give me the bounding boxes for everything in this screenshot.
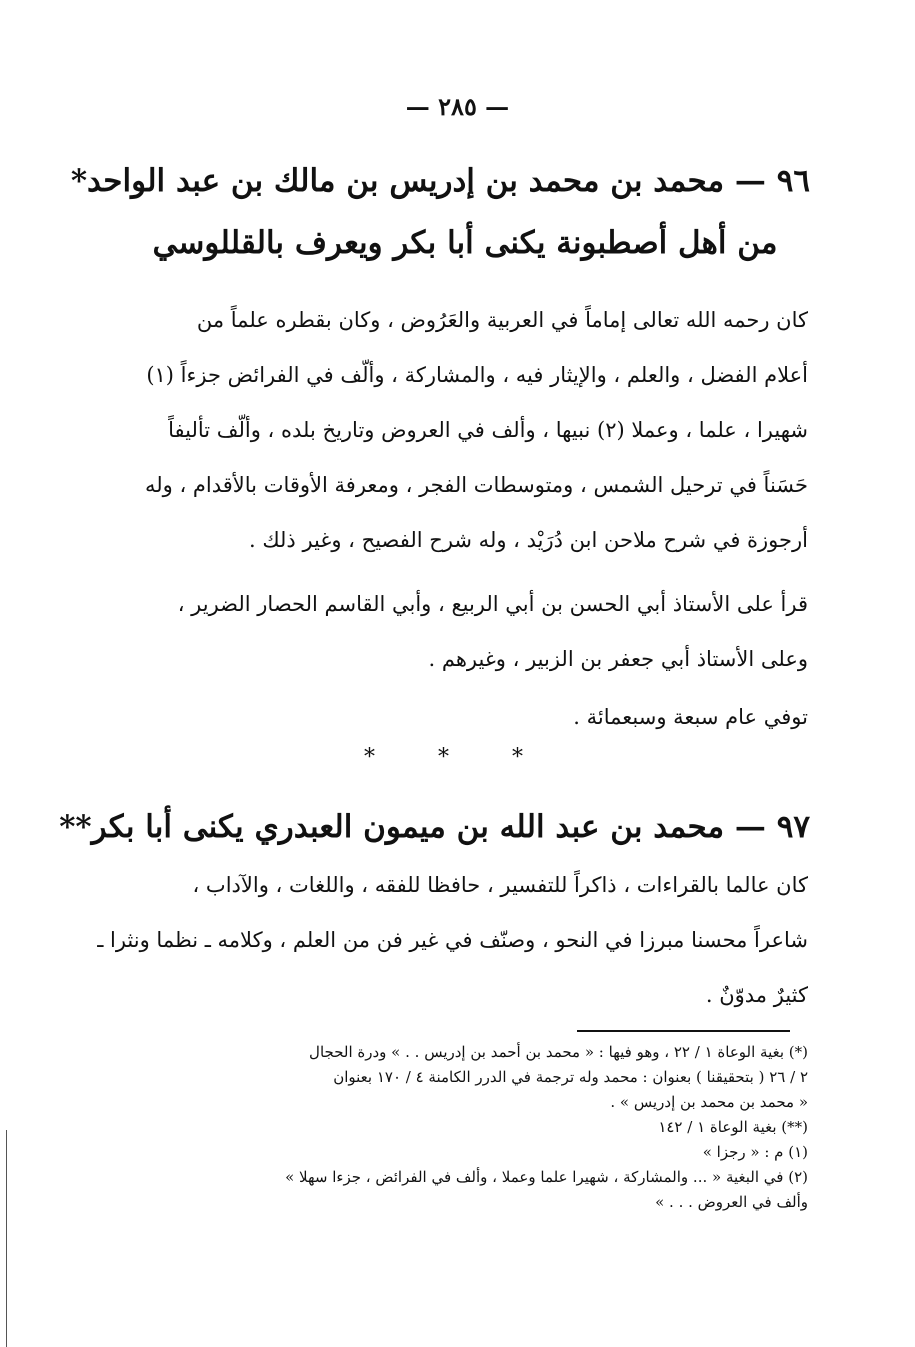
text-line: حَسَناً في ترحيل الشمس ، ومتوسطات الفجر ، ومعرفة الأوقات بالأقدام ، وله [144,473,808,497]
text-line: أعلام الفضل ، والعلم ، والإيثار فيه ، والمشاركة ، وألّف في الفرائض جزءاً (١) [146,363,808,387]
text-line: شهيرا ، علما ، وعملا (٢) نبيها ، وألف في العروض وتاريخ بلده ، وألّف تأليفاً [168,418,808,442]
footnote-line: (١) م : « رجزا » [702,1143,808,1161]
footnote-line: (٢) في البغية « ... والمشاركة ، شهيرا علما وعملا ، وألف في الفرائض ، جزءا سهلا » [285,1168,808,1186]
text-line: وعلى الأستاذ أبي جعفر بن الزبير ، وغيرهم . [428,647,808,671]
entry-96-heading-line2: من أهل أصطبونة يكنى أبا بكر ويعرف بالقللوسي [152,225,778,261]
entry-97-paragraph [97,858,808,1023]
footnotes [122,1040,808,1215]
entry-96-paragraph-3 [122,690,808,745]
footnote-divider [577,1030,790,1032]
footnote-line: وألف في العروض . . . » [655,1193,808,1211]
entry-97-heading [59,796,810,858]
text-line: شاعراً محسنا مبرزا في النحو ، وصنّف في غير فن من العلم ، وكلامه ـ نظما ونثرا ـ [97,928,808,952]
entry-96-heading [70,150,810,274]
entry-96-heading-line1: ٩٦ — محمد بن محمد بن إدريس بن مالك بن عبد الواحد* [70,163,810,199]
text-line: توفي عام سبعة وسبعمائة . [573,705,808,729]
entry-96-paragraph-1 [122,293,808,568]
footnote-line: « محمد بن محمد بن إدريس » . [610,1093,808,1111]
text-line: كان عالما بالقراءات ، ذاكراً للتفسير ، حافظا للفقه ، واللغات ، والآداب ، [192,873,808,897]
page-number: — ٢٨٥ — [405,92,510,121]
footnote-line: (**) بغية الوعاة ١ / ١٤٢ [658,1118,808,1136]
entry-97-heading-line: ٩٧ — محمد بن عبد الله بن ميمون العبدري يكنى أبا بكر** [59,809,810,845]
footnote-line: (*) بغية الوعاة ١ / ٢٢ ، وهو فيها : « محمد بن أحمد بن إدريس . . » ودرة الحجال [309,1043,808,1061]
footnote-line: ٢ / ٢٦ ( بتحقيقنا ) بعنوان : محمد وله ترجمة في الدرر الكامنة ٤ / ١٧٠ بعنوان [333,1068,808,1086]
text-line: أرجوزة في شرح ملاحن ابن دُرَيْد ، وله شرح الفصيح ، وغير ذلك . [248,528,808,552]
text-line: كثيرٌ مدوّنٌ . [705,983,808,1007]
entry-96-paragraph-2 [122,577,808,687]
text-line: قرأ على الأستاذ أبي الحسن بن أبي الربيع ، وأبي القاسم الحصار الضرير ، [177,592,808,616]
text-line: كان رحمه الله تعالى إماماً في العربية والعَرُوض ، وكان بقطره علماً من [196,308,808,332]
section-separator: * * * [364,745,551,770]
scan-edge-mark [6,1130,7,1347]
